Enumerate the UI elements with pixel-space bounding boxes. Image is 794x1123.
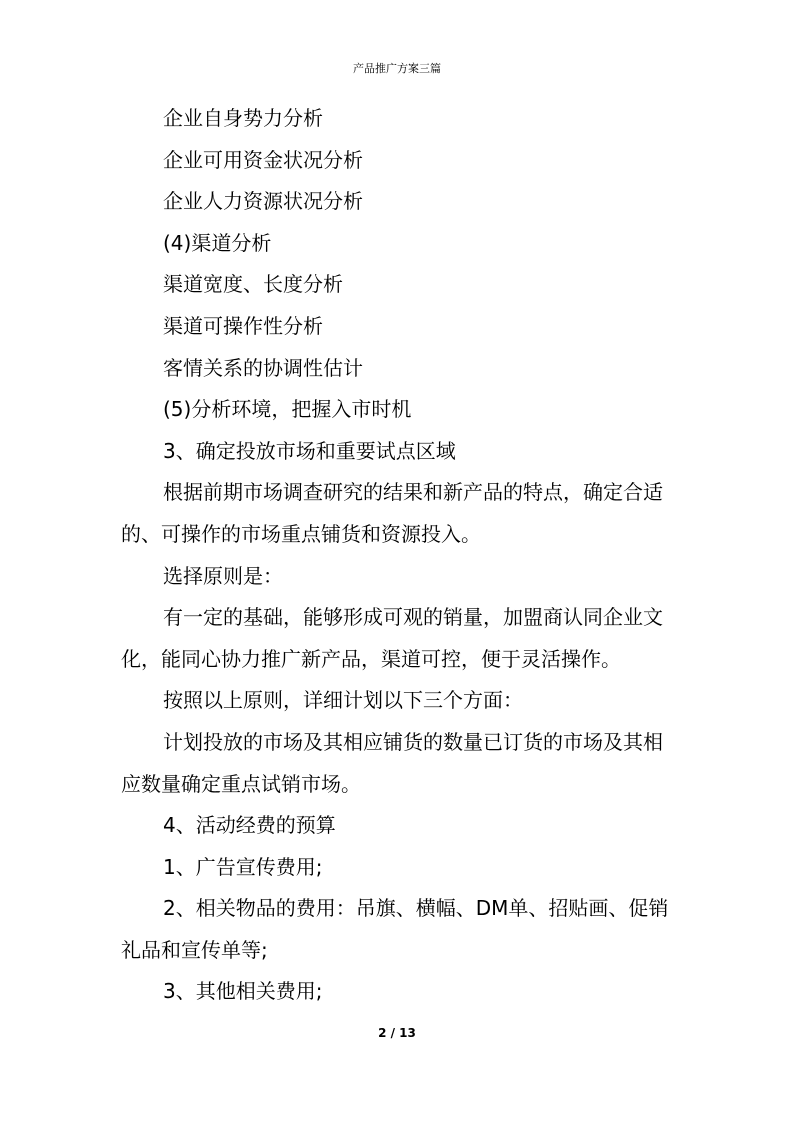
paragraph: 渠道宽度、长度分析 [163,272,343,297]
paragraph: 有一定的基础，能够形成可观的销量，加盟商认同企业文化，能同心协力推广新产品，渠道可控，便于灵活操作。 [121,605,663,671]
page-header: 产品推广方案三篇 [353,62,441,75]
paragraph: 企业人力资源状况分析 [163,189,363,214]
paragraph: 计划投放的市场及其相应铺货的数量已订货的市场及其相应数量确定重点试销市场。 [121,729,663,796]
document-body [121,98,677,1013]
section-heading: 4、活动经费的预算 [163,813,336,838]
paragraph: (4)渠道分析 [163,230,272,255]
list-item: 3、其他相关费用; [163,979,323,1004]
paragraph: 按照以上原则，详细计划以下三个方面： [163,688,523,713]
paragraph: 根据前期市场调查研究的结果和新产品的特点，确定合适的、可操作的市场重点铺货和资源投入。 [121,480,663,546]
paragraph: 客情关系的协调性估计 [163,355,363,380]
paragraph: (5)分析环境，把握入市时机 [163,397,412,422]
list-item: 1、广告宣传费用; [163,854,323,879]
paragraph: 渠道可操作性分析 [163,313,323,338]
list-item: 2、相关物品的费用：吊旗、横幅、DM单、招贴画、促销礼品和宣传单等; [121,896,669,962]
paragraph: 企业可用资金状况分析 [163,147,363,172]
section-heading: 3、确定投放市场和重要试点区域 [163,438,456,463]
paragraph: 选择原则是： [163,563,283,588]
paragraph: 企业自身势力分析 [163,106,323,130]
page-number: 2 / 13 [378,1026,416,1040]
